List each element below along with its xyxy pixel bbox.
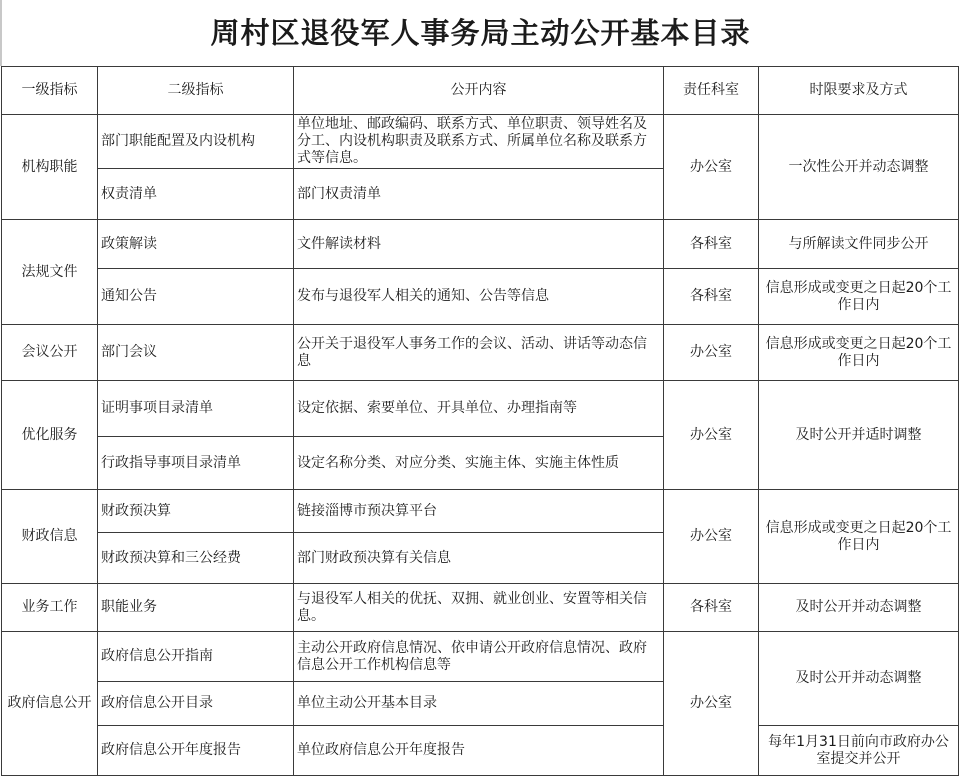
time-cell: 信息形成或变更之日起20个工作日内 [759,325,959,381]
table-row [2,381,959,437]
dept-cell: 办公室 [664,632,759,776]
time-cell: 与所解读文件同步公开 [759,220,959,269]
level2-cell: 政府信息公开指南 [98,632,294,682]
level2-cell: 行政指导事项目录清单 [98,437,294,490]
content-cell: 设定名称分类、对应分类、实施主体、实施主体性质 [294,437,664,490]
time-cell: 及时公开并适时调整 [759,381,959,490]
content-cell: 设定依据、索要单位、开具单位、办理指南等 [294,381,664,437]
time-cell: 一次性公开并动态调整 [759,115,959,220]
dept-cell: 各科室 [664,584,759,632]
header-content: 公开内容 [294,67,664,115]
content-cell: 发布与退役军人相关的通知、公告等信息 [294,269,664,325]
page-title: 周村区退役军人事务局主动公开基本目录 [210,16,751,50]
content-cell: 部门财政预决算有关信息 [294,533,664,584]
level2-cell: 通知公告 [98,269,294,325]
level1-cell: 法规文件 [2,220,98,325]
table-row [2,220,959,269]
level2-cell: 财政预决算和三公经费 [98,533,294,584]
table-row [2,269,959,325]
level2-cell: 政府信息公开年度报告 [98,726,294,776]
content-cell: 部门权责清单 [294,169,664,220]
level2-cell: 部门会议 [98,325,294,381]
time-cell: 信息形成或变更之日起20个工作日内 [759,490,959,584]
time-cell: 信息形成或变更之日起20个工作日内 [759,269,959,325]
dept-cell: 办公室 [664,490,759,584]
level2-cell: 职能业务 [98,584,294,632]
level1-cell: 会议公开 [2,325,98,381]
content-cell: 链接淄博市预决算平台 [294,490,664,533]
level2-cell: 政策解读 [98,220,294,269]
level1-cell: 机构职能 [2,115,98,220]
header-time: 时限要求及方式 [759,67,959,115]
level2-cell: 政府信息公开目录 [98,682,294,726]
table-row [2,325,959,381]
header-level1: 一级指标 [2,67,98,115]
dept-cell: 办公室 [664,325,759,381]
time-cell: 及时公开并动态调整 [759,584,959,632]
content-cell: 单位地址、邮政编码、联系方式、单位职责、领导姓名及分工、内设机构职责及联系方式、所属单位名称及联系方式等信息。 [294,115,664,169]
level1-cell: 优化服务 [2,381,98,490]
time-cell: 及时公开并动态调整 [759,632,959,726]
dept-cell: 办公室 [664,115,759,220]
level2-cell: 财政预决算 [98,490,294,533]
level1-cell: 财政信息 [2,490,98,584]
content-cell: 单位政府信息公开年度报告 [294,726,664,776]
content-cell: 单位主动公开基本目录 [294,682,664,726]
table-row [2,490,959,533]
content-cell: 与退役军人相关的优抚、双拥、就业创业、安置等相关信息。 [294,584,664,632]
dept-cell: 各科室 [664,220,759,269]
level1-cell: 业务工作 [2,584,98,632]
dept-cell: 办公室 [664,381,759,490]
table-header-row [2,67,959,115]
level2-cell: 证明事项目录清单 [98,381,294,437]
table-row [2,726,959,776]
level1-cell: 政府信息公开 [2,632,98,776]
content-cell: 文件解读材料 [294,220,664,269]
catalog-table [1,66,959,776]
table-row [2,632,959,682]
level2-cell: 部门职能配置及内设机构 [98,115,294,169]
table-row [2,584,959,632]
content-cell: 主动公开政府信息情况、依申请公开政府信息情况、政府信息公开工作机构信息等 [294,632,664,682]
header-level2: 二级指标 [98,67,294,115]
content-cell: 公开关于退役军人事务工作的会议、活动、讲话等动态信息 [294,325,664,381]
dept-cell: 各科室 [664,269,759,325]
time-cell: 每年1月31日前向市政府办公室提交并公开 [759,726,959,776]
table-row [2,115,959,169]
header-dept: 责任科室 [664,67,759,115]
level2-cell: 权责清单 [98,169,294,220]
